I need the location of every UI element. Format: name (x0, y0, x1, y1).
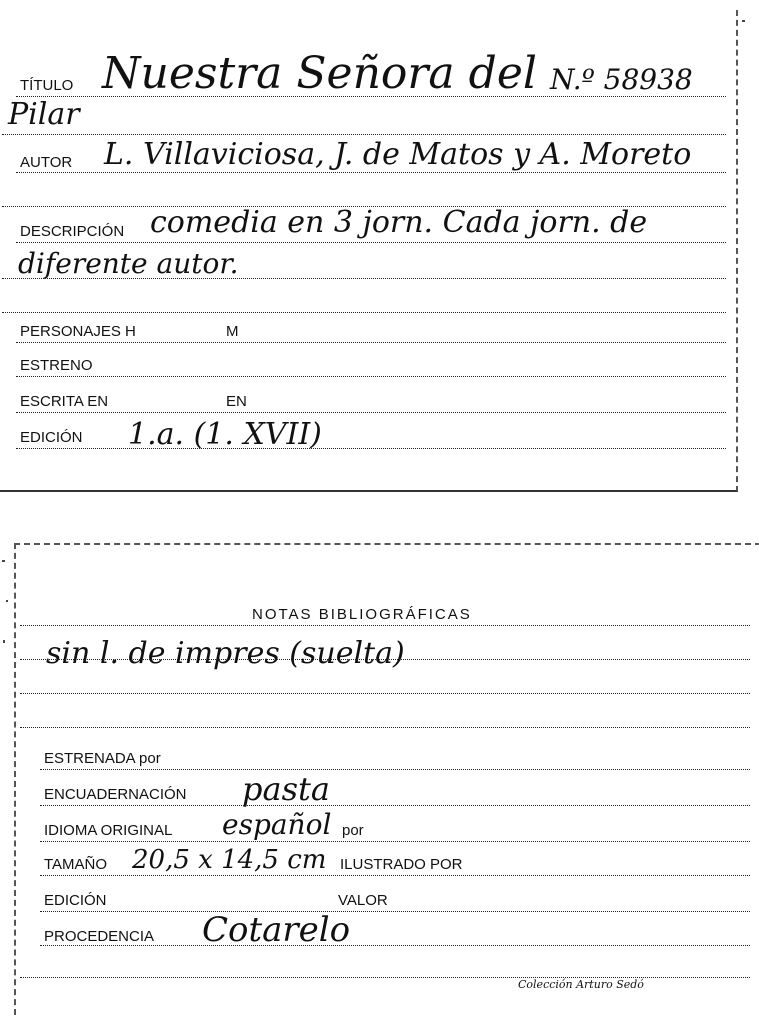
scan-speck (3, 640, 5, 643)
edicion-value: 1.a. (1. XVII) (128, 417, 322, 452)
tamano-label: TAMAÑO (44, 856, 108, 873)
escrita-en2-label: EN (226, 393, 247, 410)
autor-label: AUTOR (20, 154, 73, 171)
estreno-label: ESTRENO (20, 357, 93, 374)
encuadernacion-label: ENCUADERNACIÓN (44, 786, 187, 803)
edicion-line (16, 448, 726, 449)
encuadernacion-value: pasta (242, 770, 330, 808)
estreno-line (16, 376, 726, 377)
titulo-value: Nuestra Señora del (102, 48, 537, 99)
tamano-value: 20,5 x 14,5 cm (132, 845, 327, 875)
notas-line-4 (20, 727, 750, 728)
scan-speck (2, 560, 5, 562)
titulo-line-2 (2, 134, 726, 135)
descripcion-value-continued: diferente autor. (18, 247, 239, 280)
titulo-value-continued: Pilar (8, 97, 80, 132)
estrenada-label: ESTRENADA por (44, 750, 161, 767)
procedencia-label: PROCEDENCIA (44, 928, 155, 945)
descripcion-line-2 (2, 278, 726, 279)
scan-speck (742, 20, 745, 22)
notas-line-2 (20, 659, 750, 660)
edicion-label: EDICIÓN (20, 429, 83, 446)
escrita-en-label: ESCRITA EN (20, 393, 109, 410)
tamano-line (40, 875, 750, 876)
descripcion-value: comedia en 3 jorn. Cada jorn. de (150, 205, 648, 240)
procedencia-line (40, 945, 750, 946)
catalog-card-front (0, 10, 738, 492)
catalog-card-back (14, 543, 759, 1015)
autor-value: L. Villaviciosa, J. de Matos y A. Moreto (104, 137, 692, 172)
autor-line (16, 172, 726, 173)
personajes-label: PERSONAJES H (20, 323, 136, 340)
valor-label: VALOR (338, 892, 388, 909)
notas-line-3 (20, 693, 750, 694)
estrenada-line (40, 769, 750, 770)
collection-footer: Colección Arturo Sedó (518, 978, 644, 991)
descripcion-label: DESCRIPCIÓN (20, 223, 125, 240)
titulo-line (16, 96, 726, 97)
notas-line-1 (20, 625, 750, 626)
descripcion-line-3 (2, 312, 726, 313)
catalog-number: N.º 58938 (550, 63, 693, 96)
edicion-back-line (40, 911, 750, 912)
scan-speck (6, 600, 8, 602)
escrita-line (16, 412, 726, 413)
idioma-value: español (222, 808, 332, 841)
idioma-label: IDIOMA ORIGINAL (44, 822, 173, 839)
notas-heading: NOTAS BIBLIOGRÁFICAS (252, 606, 472, 623)
personajes-line (16, 342, 726, 343)
notas-value: sin l. de impres (suelta) (46, 636, 405, 671)
descripcion-line (16, 242, 726, 243)
edicion-back-label: EDICIÓN (44, 892, 107, 909)
ilustrado-label: ILUSTRADO POR (340, 856, 463, 873)
procedencia-value: Cotarelo (202, 910, 351, 950)
idioma-line (40, 841, 750, 842)
personajes-m-label: M (226, 323, 239, 340)
titulo-label: TÍTULO (20, 77, 74, 94)
idioma-por-label: por (342, 822, 364, 839)
encuadernacion-line (40, 805, 750, 806)
